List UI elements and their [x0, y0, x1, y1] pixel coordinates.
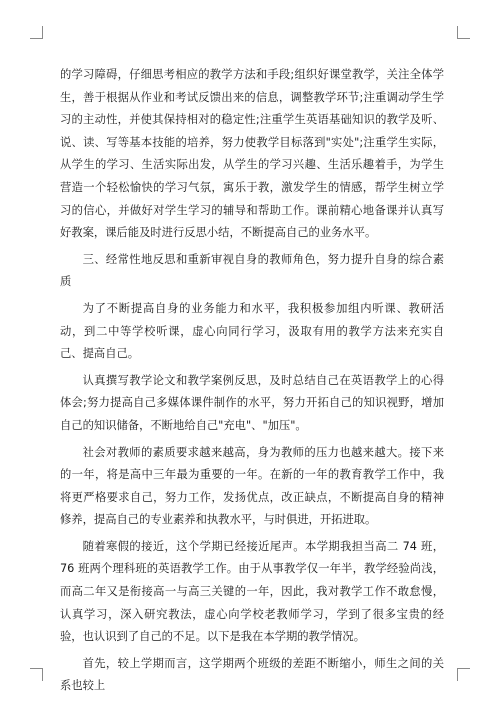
- crop-mark-bottom-right: [457, 668, 470, 681]
- paragraph-continued: 的学习障碍，仔细思考相应的教学方法和手段;组织好课堂教学，关注全体学生，善于根据从作业和考试反馈出来的信息，调整教学环节;注重调动学生学习的主动性，并使其保持相对的稳定性;注重学生英语基础知识的教学及听、说、读、写等基本技能的培养，努力使教学目标落到"实处";注重学生实际，从学生的学习、生活实际出发，从学生的学习兴趣、生活乐趣着手，为学生营造一个轻松愉快的学习气氛，寓乐于教，激发学生的情感，帮学生树立学习的信心，并做好对学生学习的辅导和帮助工作。课前精心地备课并认真写好教案，课后能及时进行反思小结，不断提高自己的业务水平。: [60, 68, 444, 240]
- paragraph: 为了不断提高自身的业务能力和水平，我积极参加组内听课、教研活动，到二中等学校听课，虚心向同行学习，汲取有用的教学方法来充实自己、提高自己。: [60, 301, 444, 361]
- document-body: [60, 64, 444, 702]
- paragraph: 随着寒假的接近，这个学期已经接近尾声。本学期我担当高二 74 班，76 班两个理科班的英语教学工作。由于从事教学仅一年半，教学经验尚浅，而高二年又是衔接高一与高三关键的一年，因此，我对教学工作不敢怠慢，认真学习，深入研究教法，虚心向学校老教师学习，学到了很多宝贵的经验，也认识到了自己的不足。以下是我在本学期的教学情况。: [60, 539, 444, 644]
- paragraph: 认真撰写教学论文和教学案例反思，及时总结自己在英语教学上的心得体会;努力提高自己多媒体课件制作的水平，努力开拓自己的知识视野，增加自己的知识储备，不断地给自己"充电"、"加压"。: [60, 373, 444, 432]
- crop-mark-bottom-left: [30, 668, 43, 681]
- paragraph: 首先，较上学期而言，这学期两个班级的差距不断缩小，师生之间的关系也较上: [60, 656, 444, 693]
- section-heading: 三、经常性地反思和重新审视自身的教师角色，努力提升自身的综合素质: [60, 252, 444, 289]
- paragraph: 社会对教师的素质要求越来越高，身为教师的压力也越来越大。接下来的一年，将是高中三年最为重要的一年。在新的一年的教育教学工作中，我将更严格要求自己，努力工作，发扬优点，改正缺点，不断提高自身的精神修养，提高自己的专业素养和执教水平，与时俱进，开拓进取。: [60, 445, 444, 527]
- crop-mark-top-left: [30, 26, 43, 39]
- crop-mark-top-right: [457, 26, 470, 39]
